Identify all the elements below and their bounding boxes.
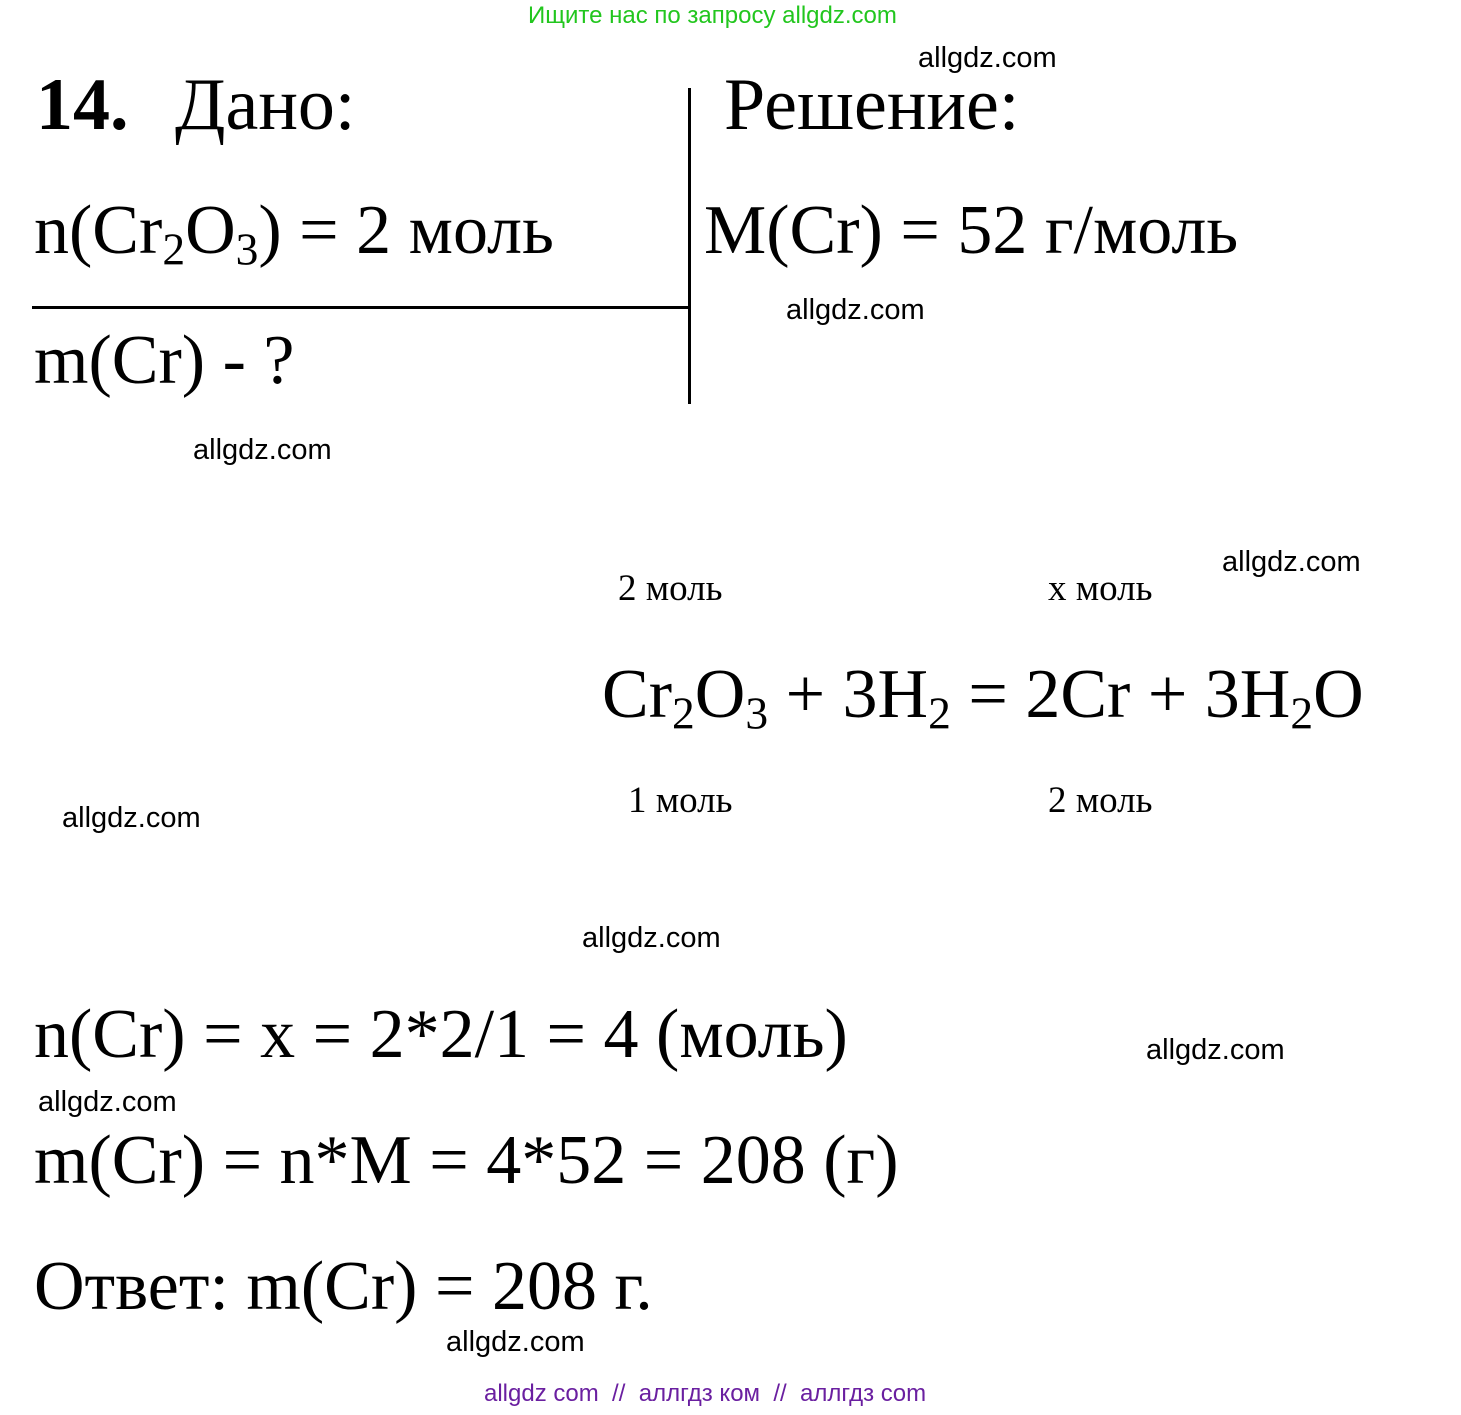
given-label: Дано: [175,64,356,146]
mole-label-below-left: 1 моль [628,780,733,821]
calc-moles: n(Cr) = x = 2*2/1 = 4 (моль) [34,996,848,1073]
bottom-banner: allgdz com // аллгдз ком // аллгдз com [484,1380,927,1407]
watermark: allgdz.com [62,802,201,834]
top-banner: Ищите нас по запросу allgdz.com [528,2,897,29]
watermark: allgdz.com [446,1326,585,1358]
watermark: allgdz.com [193,434,332,466]
watermark: allgdz.com [38,1086,177,1118]
vertical-divider [688,88,691,404]
problem-heading [36,64,356,146]
mole-label-above-left: 2 моль [618,568,723,609]
problem-number: 14. [36,64,129,146]
solution-label: Решение: [724,64,1020,146]
find-quantity: m(Cr) - ? [34,322,295,399]
watermark: allgdz.com [918,42,1057,74]
mole-label-above-right: x моль [1048,568,1153,609]
calc-mass: m(Cr) = n*M = 4*52 = 208 (г) [34,1122,899,1199]
mole-label-below-right: 2 моль [1048,780,1153,821]
watermark: allgdz.com [786,294,925,326]
reaction-equation: $Cr_2O_3 + 3H_2 = 2Cr + 3H_2O$ [602,656,1364,739]
given-quantity: $n(Cr_2O_3) = 2$ моль [34,192,554,275]
molar-mass: M(Cr) = 52 г/моль [704,192,1239,269]
watermark: allgdz.com [582,922,721,954]
watermark: allgdz.com [1222,546,1361,578]
horizontal-divider [32,306,690,309]
answer: Ответ: m(Cr) = 208 г. [34,1248,653,1325]
watermark: allgdz.com [1146,1034,1285,1066]
